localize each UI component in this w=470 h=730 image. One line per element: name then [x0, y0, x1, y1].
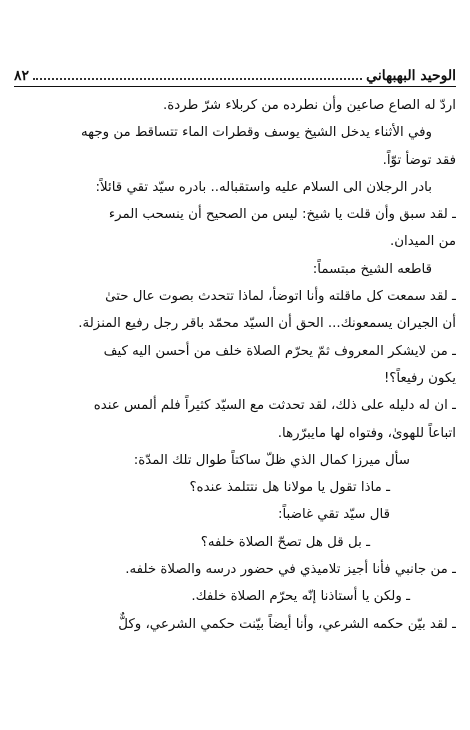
text-line: ـ ان له دليله على ذلك، لقد تحدثت مع السيّد كثيراً فلم ألمس عنده: [93, 398, 456, 414]
text-line: اتباعاً للهوىٰ، وفتواه لها مايبرّرها.: [277, 425, 456, 441]
text-line: بادر الرجلان الى السلام عليه واستقباله.. بادره سيّد تقي قائلاً:: [95, 179, 432, 195]
page-header: [14, 62, 456, 84]
text-line: من الميدان.: [389, 234, 456, 250]
text-line: وفي الأثناء يدخل الشيخ يوسف وقطرات الماء تتساقط من وجهه: [80, 125, 432, 141]
text-line: اردّ له الصاع صاعين وأن نطرده من كربلاء شرّ طردة.: [162, 98, 456, 113]
running-title: الوحيد البهبهاني: [366, 68, 456, 84]
body-text: [14, 92, 456, 638]
text-line: ـ لقد سبق وأن قلت يا شيخ: ليس من الصحيح أن ينسحب المرء: [108, 207, 456, 223]
text-line: ـ من لايشكر المعروف ثمّ يحرّم الصلاة خلف من أحسن اليه كيف: [103, 343, 456, 359]
text-line: أن الجيران يسمعونك... الحق أن السيّد محمّد باقر رجل رفيع المنزلة.: [78, 316, 456, 332]
text-line: ـ ولكن يا أستاذنا إنّه يحرّم الصلاة خلفك.: [191, 589, 410, 605]
text-line: ـ ماذا تقول يا مولانا هل نتتلمذ عنده؟: [189, 480, 390, 496]
header-dot-leader: [33, 77, 362, 80]
text-line: ـ من جانبي فأنا أجيز تلاميذي في حضور درسه والصلاة خلفه.: [125, 562, 456, 578]
text-line: ـ لقد سمعت كل ماقلته وأنا اتوضأ، لماذا تتحدث بصوت عال حتىٰ: [105, 289, 456, 305]
text-line: ـ لقد بيّن حكمه الشرعي، وأنا أيضاً بيّنت حكمي الشرعي، وكلٌّ: [118, 616, 456, 632]
text-line: يكون رفيعاً؟!: [383, 370, 456, 386]
header-rule: [14, 86, 456, 87]
text-line: ـ بل قل هل تصحّ الصلاة خلفه؟: [200, 534, 370, 550]
text-line: فقد توضأ توّاً.: [382, 152, 456, 168]
text-line: سأل ميرزا كمال الذي ظلّ ساكتاً طوال تلك المدّة:: [133, 452, 410, 468]
page-number: ٨٢: [14, 68, 30, 84]
text-line: قاطعه الشيخ مبتسماً:: [312, 261, 432, 277]
text-line: قال سيّد تقي غاضباً:: [277, 507, 390, 523]
